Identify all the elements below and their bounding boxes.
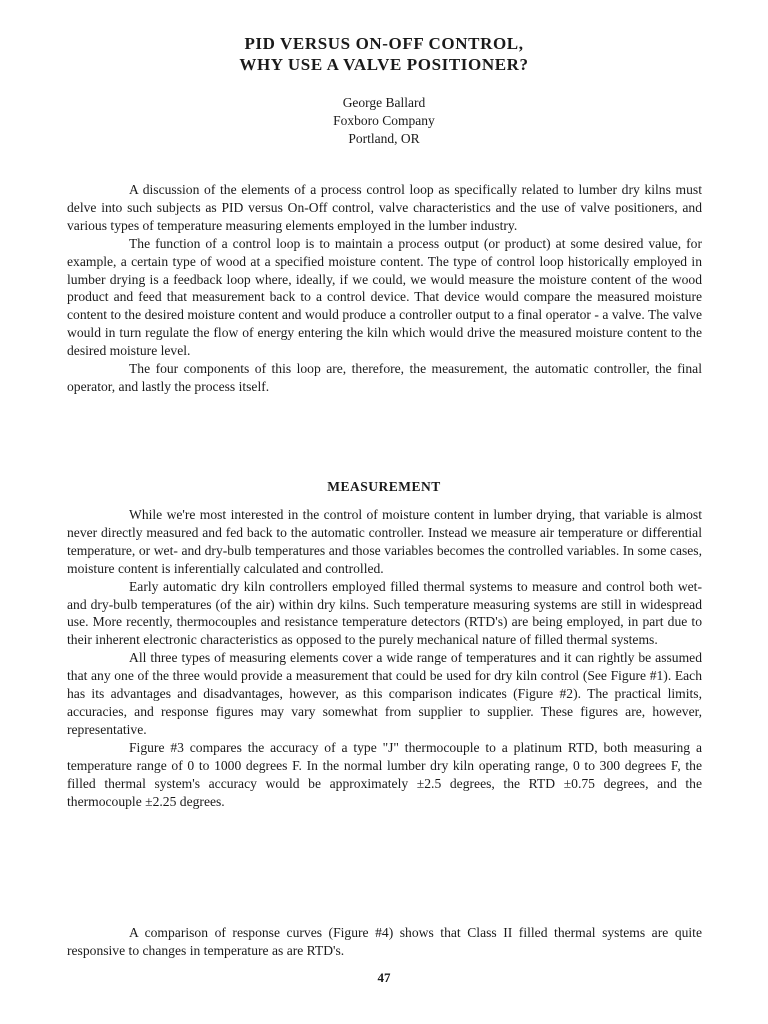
author-location: Portland, OR: [348, 131, 420, 146]
body-paragraph: Early automatic dry kiln controllers employed filled thermal systems to measure and control both wet- and dry-bulb temperatures (of the air) within dry kilns. Such temperature measuring systems are still in widespread use. More recently, thermocouples and resistance temperature detectors (RTD's) are being employed, in part due to their inherent electronic characteristics as opposed to the purely mechanical nature of filled thermal systems.: [67, 578, 702, 648]
title-line-1: PID VERSUS ON-OFF CONTROL,: [244, 34, 524, 53]
body-paragraph: All three types of measuring elements cover a wide range of temperatures and it can rightly be assumed that any one of the three would provide a measurement that could be used for dry kiln control (See Figure #1). Each has its advantages and disadvantages, however, as this comparison indicates (Figure #2). The practical limits, accuracies, and response figures may vary somewhat from supplier to supplier. These figures are, however, representative.: [67, 650, 702, 737]
paper-title: [0, 33, 768, 75]
body-paragraph: A comparison of response curves (Figure #4) shows that Class II filled thermal systems are quite responsive to changes in temperature as are RTD's.: [67, 925, 702, 958]
intro-paragraph: A discussion of the elements of a process control loop as specifically related to lumber dry kilns must delve into such subjects as PID versus On-Off control, valve characteristics and the use of valve positioners, and various types of temperature measuring elements employed in the lumber industry.: [67, 182, 702, 233]
author-block: [0, 94, 768, 148]
page-number: 47: [377, 970, 391, 985]
closing-section: [67, 924, 702, 960]
author-affiliation: Foxboro Company: [333, 113, 435, 128]
body-paragraph: While we're most interested in the control of moisture content in lumber drying, that variable is almost never directly measured and fed back to the automatic controller. Instead we measure air temperature or differential temperature, or wet- and dry-bulb temperatures and those variables becomes the controlled variables. In some cases, moisture content is inferentially calculated and controlled.: [67, 507, 702, 576]
intro-paragraph: The function of a control loop is to maintain a process output (or product) at some desired value, for example, a certain type of wood at a specified moisture content. The type of control loop historically employed in lumber drying is a feedback loop where, ideally, if we could, we would measure the moisture content of the wood product and feed that measurement back to a control device. That device would compare the measured moisture content to the desired moisture content and would produce a controller output to a final operator - a valve. The valve would in turn regulate the flow of energy entering the kiln which would drive the measured moisture content to the desired moisture level.: [67, 235, 702, 359]
title-line-2: WHY USE A VALVE POSITIONER?: [239, 55, 529, 74]
intro-paragraph: The four components of this loop are, therefore, the measurement, the automatic controller, the final operator, and lastly the process itself.: [67, 361, 702, 394]
section-heading-measurement: MEASUREMENT: [327, 479, 441, 494]
measurement-section: [67, 506, 702, 810]
author-name: George Ballard: [342, 95, 426, 110]
intro-section: [67, 181, 702, 396]
body-paragraph: Figure #3 compares the accuracy of a type "J" thermocouple to a platinum RTD, both measuring a temperature range of 0 to 1000 degrees F. In the normal lumber dry kiln operating range, 0 to 300 degrees F, the filled thermal system's accuracy would be approximately ±2.5 degrees, the RTD ±0.75 degrees, and the thermocouple ±2.25 degrees.: [67, 739, 702, 809]
